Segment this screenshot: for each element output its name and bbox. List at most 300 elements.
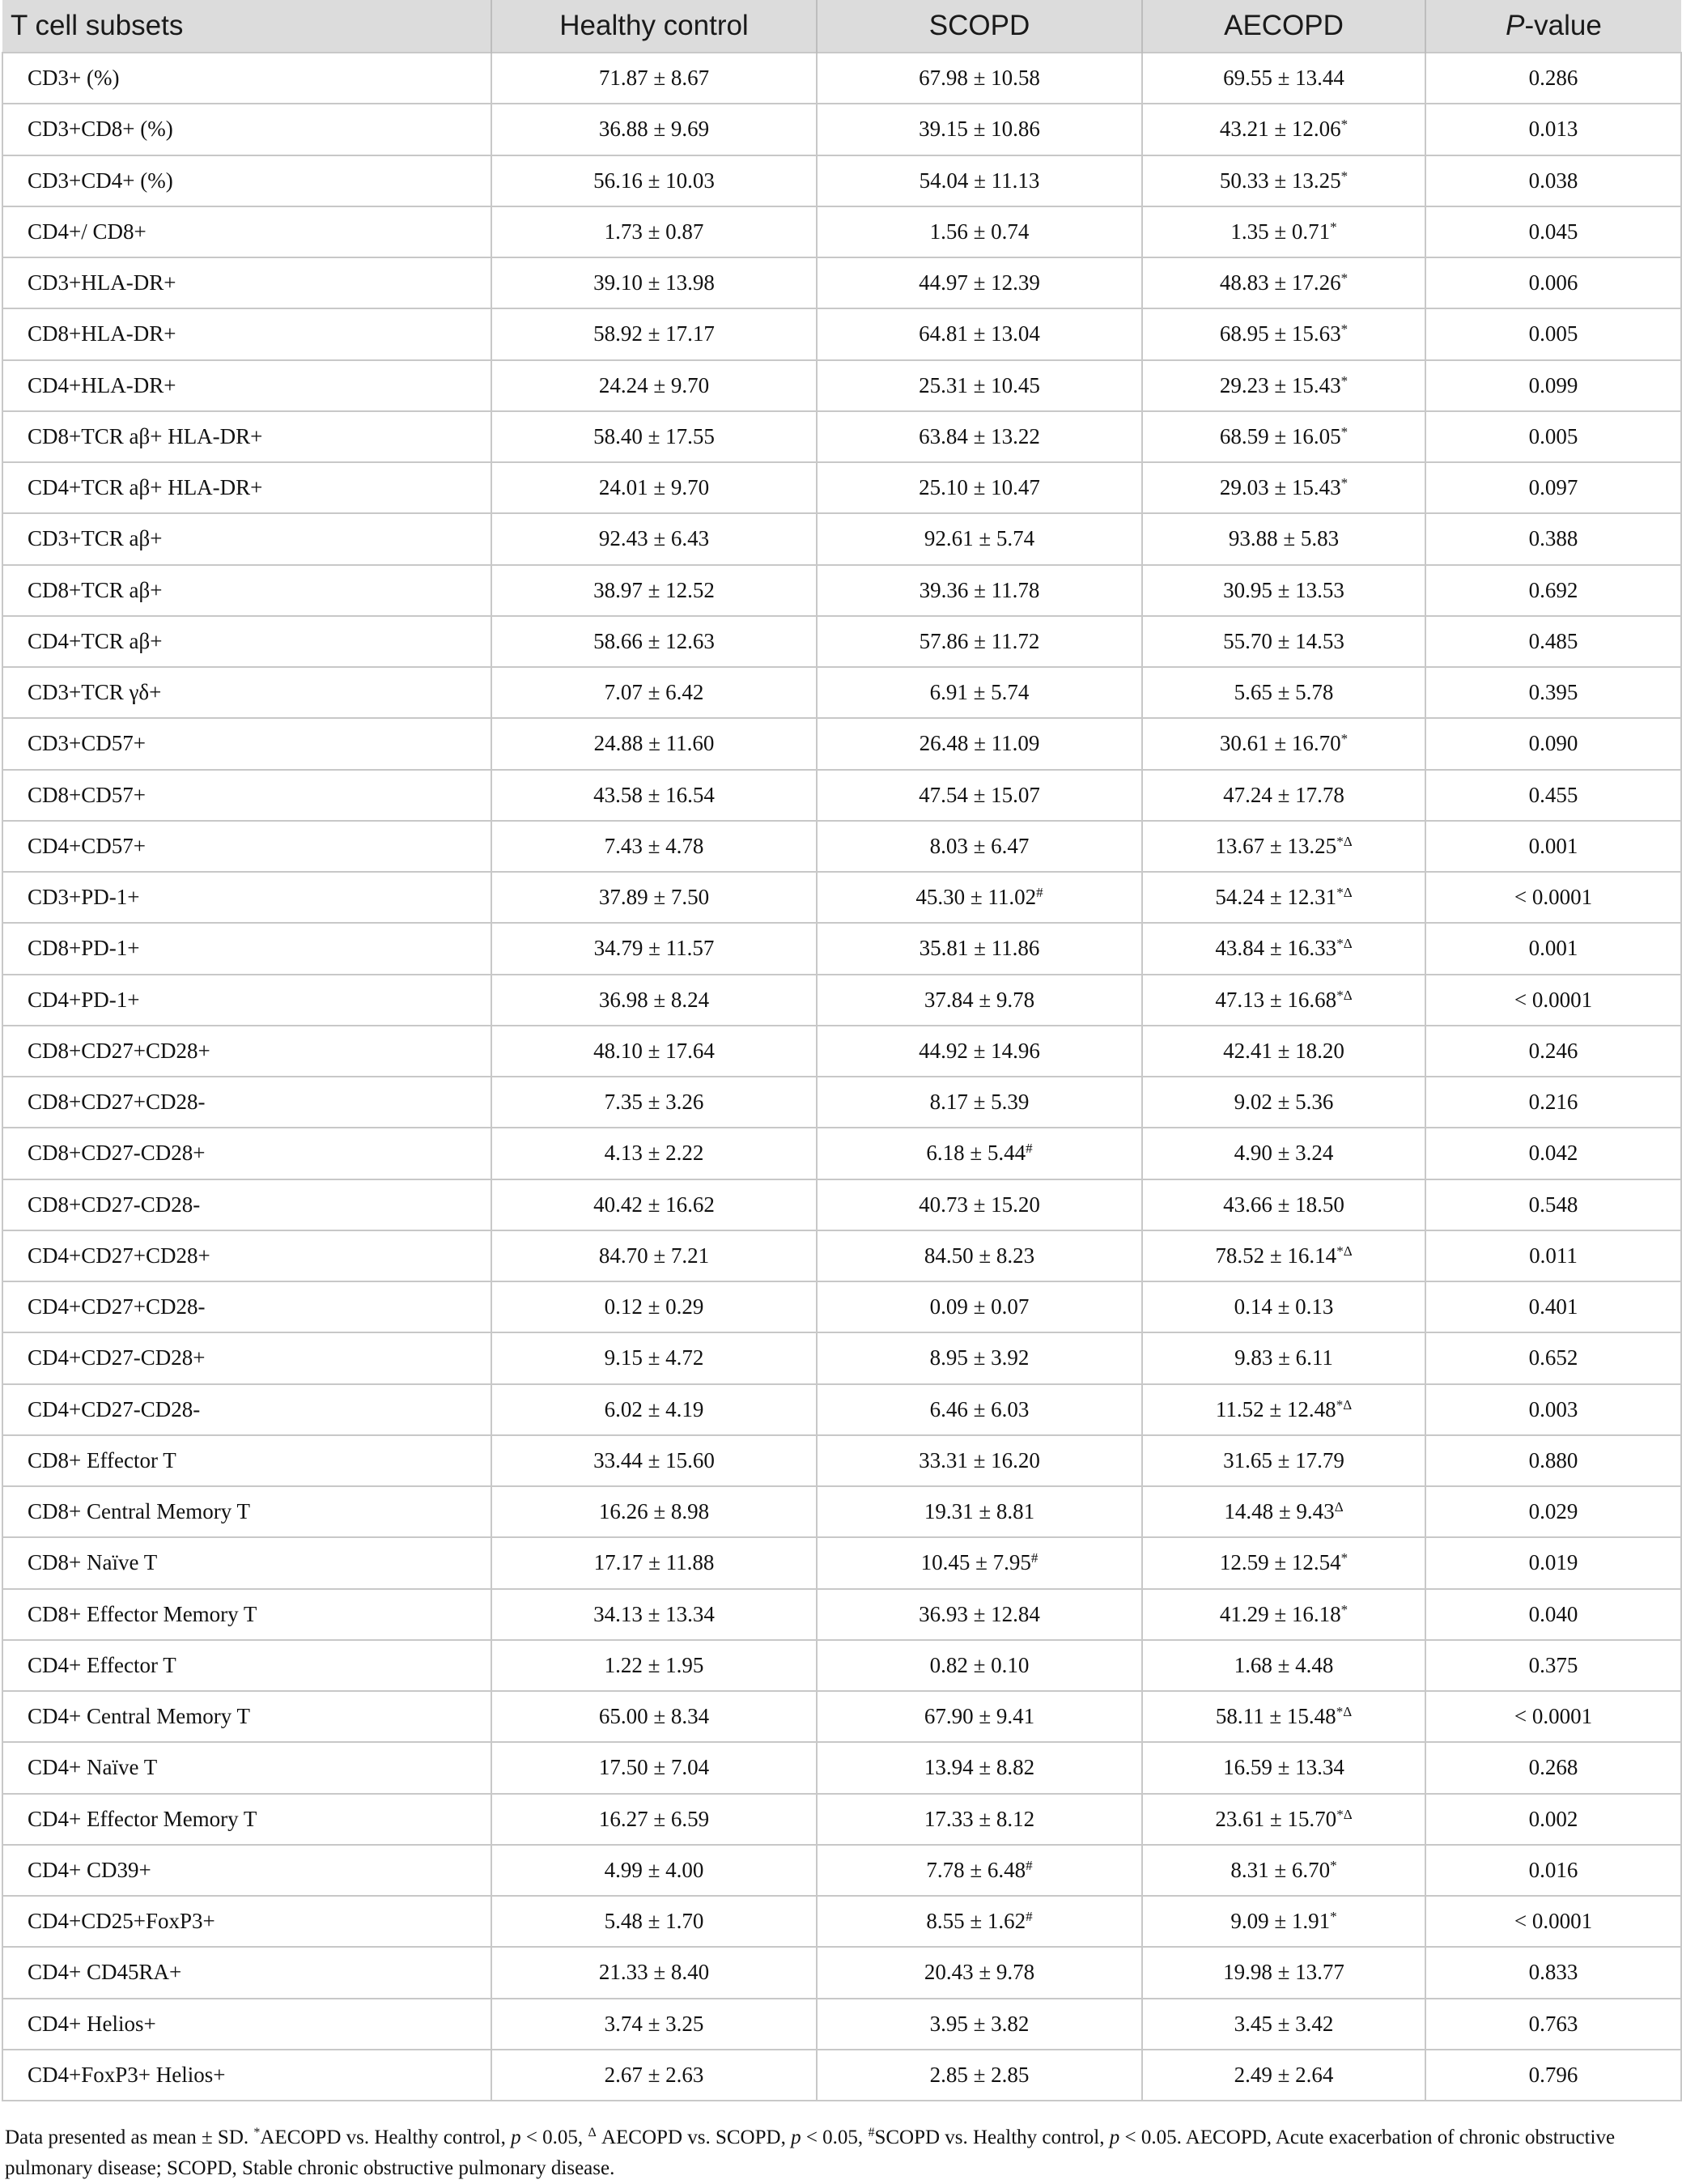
- cell-subset: [2, 1281, 491, 1332]
- footnote-marker-delta: Δ: [588, 2126, 597, 2139]
- cell-subset: [2, 513, 491, 564]
- footnote-text: < 0.05,: [801, 2127, 869, 2148]
- cell-p-value: [1425, 206, 1681, 257]
- cell-aecopd: [1142, 1999, 1425, 2050]
- cell-healthy-control-value: 48.10 ± 17.64: [593, 1038, 715, 1063]
- table-body: [2, 53, 1681, 2101]
- table-header: [2, 0, 1681, 53]
- table-row: [2, 1947, 1681, 1998]
- cell-subset: [2, 1589, 491, 1640]
- significance-marker: *: [1330, 1909, 1337, 1925]
- cell-subset-value: CD4+ CD45RA+: [28, 1960, 182, 1985]
- cell-aecopd-value: 11.52 ± 12.48: [1215, 1396, 1336, 1421]
- significance-marker: *: [1340, 475, 1349, 491]
- cell-subset-value: CD8+HLA-DR+: [28, 321, 176, 346]
- cell-scopd-value: 57.86 ± 11.72: [919, 628, 1040, 653]
- cell-p-value: [1425, 1332, 1681, 1383]
- cell-healthy-control: [491, 1128, 817, 1179]
- header-p-rest: -value: [1524, 10, 1602, 41]
- cell-subset-value: CD3+CD57+: [28, 731, 146, 756]
- cell-aecopd-value: 31.65 ± 17.79: [1223, 1447, 1344, 1472]
- cell-healthy-control: [491, 1589, 817, 1640]
- cell-p-value-value: 0.016: [1528, 1857, 1578, 1882]
- cell-p-value-value: 0.286: [1528, 66, 1578, 91]
- header-p-value: [1425, 0, 1681, 53]
- cell-p-value: [1425, 1486, 1681, 1537]
- cell-healthy-control-value: 9.15 ± 4.72: [604, 1345, 704, 1370]
- cell-p-value: [1425, 975, 1681, 1026]
- cell-p-value-value: 0.002: [1528, 1806, 1578, 1831]
- cell-aecopd: [1142, 411, 1425, 462]
- cell-aecopd-value: 47.24 ± 17.78: [1223, 782, 1344, 807]
- cell-subset-value: CD8+CD27-CD28+: [28, 1141, 206, 1166]
- significance-marker: *: [1330, 219, 1337, 235]
- cell-subset: [2, 1128, 491, 1179]
- table-row: [2, 155, 1681, 206]
- cell-healthy-control-value: 34.79 ± 11.57: [593, 936, 715, 961]
- cell-p-value: [1425, 923, 1681, 974]
- cell-aecopd: [1142, 513, 1425, 564]
- cell-healthy-control-value: 3.74 ± 3.25: [604, 2011, 704, 2036]
- cell-healthy-control-value: 17.50 ± 7.04: [598, 1755, 710, 1780]
- cell-subset: [2, 1691, 491, 1742]
- cell-subset-value: CD3+CD4+ (%): [28, 168, 173, 193]
- footnote-p: p: [791, 2127, 801, 2148]
- cell-healthy-control-value: 40.42 ± 16.62: [593, 1192, 715, 1217]
- cell-scopd: [817, 53, 1142, 104]
- cell-aecopd: [1142, 1537, 1425, 1588]
- cell-p-value: [1425, 462, 1681, 513]
- cell-scopd-value: 10.45 ± 7.95: [920, 1550, 1031, 1575]
- cell-p-value: [1425, 565, 1681, 616]
- cell-p-value: [1425, 1589, 1681, 1640]
- table-row: [2, 1691, 1681, 1742]
- cell-subset: [2, 1640, 491, 1691]
- cell-subset-value: CD8+TCR aβ+: [28, 577, 163, 602]
- cell-p-value-value: 0.485: [1528, 628, 1578, 653]
- cell-healthy-control: [491, 257, 817, 308]
- cell-aecopd-value: 54.24 ± 12.31: [1215, 885, 1337, 910]
- cell-scopd: [817, 1230, 1142, 1281]
- cell-subset: [2, 1384, 491, 1435]
- cell-subset: [2, 1486, 491, 1537]
- cell-aecopd: [1142, 155, 1425, 206]
- cell-scopd: [817, 411, 1142, 462]
- cell-scopd-value: 17.33 ± 8.12: [924, 1806, 1035, 1831]
- cell-aecopd-value: 43.66 ± 18.50: [1223, 1192, 1344, 1217]
- cell-subset-value: CD4+ Naïve T: [28, 1755, 158, 1780]
- cell-aecopd: [1142, 1179, 1425, 1230]
- cell-healthy-control-value: 34.13 ± 13.34: [593, 1601, 715, 1626]
- cell-aecopd-value: 43.84 ± 16.33: [1215, 936, 1337, 961]
- cell-healthy-control-value: 58.40 ± 17.55: [593, 423, 715, 448]
- cell-subset: [2, 1077, 491, 1128]
- cell-aecopd: [1142, 1486, 1425, 1537]
- table-row: [2, 1128, 1681, 1179]
- cell-scopd-value: 92.61 ± 5.74: [924, 526, 1035, 551]
- cell-healthy-control: [491, 1691, 817, 1742]
- cell-scopd: [817, 1077, 1142, 1128]
- cell-aecopd: [1142, 770, 1425, 821]
- cell-aecopd: [1142, 462, 1425, 513]
- cell-healthy-control-value: 1.73 ± 0.87: [604, 219, 704, 244]
- cell-p-value: [1425, 1896, 1681, 1947]
- cell-aecopd: [1142, 1691, 1425, 1742]
- cell-healthy-control-value: 71.87 ± 8.67: [598, 66, 710, 91]
- cell-subset: [2, 1794, 491, 1845]
- cell-healthy-control-value: 2.67 ± 2.63: [604, 2062, 704, 2087]
- cell-p-value: [1425, 616, 1681, 667]
- cell-scopd: [817, 1281, 1142, 1332]
- table-row: [2, 1486, 1681, 1537]
- cell-healthy-control: [491, 1537, 817, 1588]
- table-row: [2, 770, 1681, 821]
- cell-aecopd: [1142, 2050, 1425, 2101]
- cell-subset-value: CD4+ Helios+: [28, 2011, 156, 2036]
- cell-subset-value: CD4+TCR aβ+: [28, 628, 163, 653]
- table-row: [2, 1281, 1681, 1332]
- cell-subset: [2, 308, 491, 359]
- cell-aecopd-value: 58.11 ± 15.48: [1215, 1704, 1336, 1729]
- cell-healthy-control-value: 38.97 ± 12.52: [593, 577, 715, 602]
- table-row: [2, 667, 1681, 718]
- cell-aecopd-value: 47.13 ± 16.68: [1215, 987, 1337, 1012]
- cell-scopd: [817, 1537, 1142, 1588]
- cell-aecopd-value: 68.95 ± 15.63: [1219, 321, 1341, 346]
- cell-scopd: [817, 1128, 1142, 1179]
- table-footnote: [5, 2122, 1682, 2184]
- cell-scopd-value: 6.91 ± 5.74: [929, 680, 1030, 705]
- table-row: [2, 206, 1681, 257]
- cell-p-value: [1425, 104, 1681, 155]
- significance-marker: *: [1340, 731, 1349, 747]
- table-row: [2, 1435, 1681, 1486]
- cell-scopd: [817, 565, 1142, 616]
- cell-scopd-value: 8.95 ± 3.92: [929, 1345, 1030, 1370]
- cell-scopd: [817, 1640, 1142, 1691]
- footnote-p: p: [511, 2127, 521, 2148]
- cell-p-value-value: 0.833: [1528, 1960, 1578, 1985]
- cell-subset-value: CD4+CD27-CD28-: [28, 1396, 201, 1421]
- cell-healthy-control: [491, 1281, 817, 1332]
- footnote-text: Data presented as mean ± SD.: [5, 2127, 254, 2148]
- cell-aecopd: [1142, 360, 1425, 411]
- cell-aecopd: [1142, 975, 1425, 1026]
- cell-healthy-control: [491, 53, 817, 104]
- cell-healthy-control-value: 56.16 ± 10.03: [593, 168, 715, 193]
- cell-healthy-control-value: 7.07 ± 6.42: [604, 680, 704, 705]
- cell-subset: [2, 1230, 491, 1281]
- cell-p-value: [1425, 667, 1681, 718]
- cell-subset: [2, 2050, 491, 2101]
- cell-aecopd: [1142, 1332, 1425, 1383]
- cell-healthy-control: [491, 1077, 817, 1128]
- cell-aecopd: [1142, 1281, 1425, 1332]
- cell-p-value-value: 0.216: [1528, 1090, 1578, 1115]
- cell-scopd: [817, 2050, 1142, 2101]
- cell-healthy-control-value: 36.88 ± 9.69: [598, 117, 710, 142]
- cell-scopd-value: 67.90 ± 9.41: [924, 1704, 1035, 1729]
- cell-healthy-control: [491, 565, 817, 616]
- cell-healthy-control: [491, 770, 817, 821]
- cell-aecopd-value: 14.48 ± 9.43: [1224, 1499, 1335, 1524]
- cell-healthy-control-value: 7.35 ± 3.26: [604, 1090, 704, 1115]
- cell-aecopd-value: 29.23 ± 15.43: [1219, 372, 1341, 397]
- cell-p-value: [1425, 1742, 1681, 1793]
- cell-healthy-control: [491, 462, 817, 513]
- cell-scopd-value: 7.78 ± 6.48: [926, 1857, 1026, 1882]
- cell-scopd-value: 20.43 ± 9.78: [924, 1960, 1035, 1985]
- cell-subset-value: CD4+HLA-DR+: [28, 372, 176, 397]
- significance-marker: *: [1340, 117, 1349, 133]
- cell-p-value-value: 0.401: [1528, 1294, 1578, 1319]
- cell-subset: [2, 257, 491, 308]
- table-row: [2, 1332, 1681, 1383]
- cell-subset: [2, 923, 491, 974]
- table-row: [2, 1537, 1681, 1588]
- cell-scopd-value: 3.95 ± 3.82: [929, 2011, 1030, 2036]
- cell-healthy-control-value: 58.66 ± 12.63: [593, 628, 715, 653]
- cell-scopd: [817, 206, 1142, 257]
- cell-p-value: [1425, 718, 1681, 769]
- cell-scopd-value: 13.94 ± 8.82: [924, 1755, 1035, 1780]
- cell-p-value: [1425, 1384, 1681, 1435]
- cell-aecopd: [1142, 616, 1425, 667]
- cell-subset: [2, 360, 491, 411]
- cell-subset: [2, 1179, 491, 1230]
- cell-scopd: [817, 257, 1142, 308]
- cell-scopd: [817, 1026, 1142, 1077]
- cell-p-value-value: 0.011: [1529, 1243, 1578, 1268]
- cell-healthy-control-value: 17.17 ± 11.88: [593, 1550, 715, 1575]
- table-row: [2, 821, 1681, 872]
- cell-subset: [2, 821, 491, 872]
- cell-scopd: [817, 360, 1142, 411]
- cell-p-value: [1425, 1999, 1681, 2050]
- cell-aecopd: [1142, 53, 1425, 104]
- cell-healthy-control-value: 6.02 ± 4.19: [604, 1396, 704, 1421]
- table-row: [2, 462, 1681, 513]
- cell-p-value-value: 0.246: [1528, 1038, 1578, 1063]
- cell-aecopd: [1142, 1435, 1425, 1486]
- table-row: [2, 2050, 1681, 2101]
- cell-p-value: [1425, 1947, 1681, 1998]
- cell-p-value: [1425, 821, 1681, 872]
- cell-healthy-control: [491, 155, 817, 206]
- cell-scopd: [817, 1896, 1142, 1947]
- cell-aecopd: [1142, 1077, 1425, 1128]
- cell-subset: [2, 1999, 491, 2050]
- table-row: [2, 1026, 1681, 1077]
- cell-p-value: [1425, 1435, 1681, 1486]
- cell-scopd: [817, 718, 1142, 769]
- significance-marker: #: [1030, 1550, 1039, 1566]
- cell-scopd: [817, 1691, 1142, 1742]
- significance-marker: #: [1026, 1909, 1033, 1925]
- cell-scopd: [817, 1845, 1142, 1896]
- cell-healthy-control: [491, 1999, 817, 2050]
- table-row: [2, 1077, 1681, 1128]
- cell-p-value: [1425, 1537, 1681, 1588]
- cell-subset: [2, 1947, 491, 1998]
- cell-aecopd: [1142, 257, 1425, 308]
- cell-scopd: [817, 770, 1142, 821]
- cell-healthy-control: [491, 1845, 817, 1896]
- cell-aecopd: [1142, 1384, 1425, 1435]
- cell-scopd-value: 40.73 ± 15.20: [919, 1192, 1040, 1217]
- cell-aecopd: [1142, 667, 1425, 718]
- cell-subset-value: CD4+ Effector Memory T: [28, 1806, 257, 1831]
- cell-healthy-control: [491, 360, 817, 411]
- cell-scopd-value: 8.03 ± 6.47: [929, 833, 1030, 858]
- cell-scopd-value: 39.15 ± 10.86: [919, 117, 1040, 142]
- cell-scopd: [817, 462, 1142, 513]
- cell-subset-value: CD8+PD-1+: [28, 936, 140, 961]
- cell-p-value: [1425, 1691, 1681, 1742]
- cell-aecopd-value: 8.31 ± 6.70: [1230, 1857, 1331, 1882]
- cell-healthy-control-value: 84.70 ± 7.21: [598, 1243, 710, 1268]
- cell-healthy-control: [491, 1640, 817, 1691]
- cell-scopd-value: 33.31 ± 16.20: [919, 1447, 1040, 1472]
- cell-subset-value: CD4+PD-1+: [28, 987, 140, 1012]
- cell-subset-value: CD4+CD27+CD28+: [28, 1243, 210, 1268]
- cell-subset: [2, 1742, 491, 1793]
- cell-subset: [2, 872, 491, 923]
- table-row: [2, 411, 1681, 462]
- cell-p-value-value: 0.045: [1528, 219, 1578, 244]
- cell-subset: [2, 1026, 491, 1077]
- significance-marker: *Δ: [1336, 885, 1353, 901]
- table-row: [2, 1742, 1681, 1793]
- cell-healthy-control: [491, 923, 817, 974]
- cell-aecopd: [1142, 308, 1425, 359]
- cell-subset-value: CD8+ Effector Memory T: [28, 1601, 257, 1626]
- cell-aecopd-value: 69.55 ± 13.44: [1223, 66, 1344, 91]
- table-row: [2, 1179, 1681, 1230]
- cell-scopd-value: 67.98 ± 10.58: [919, 66, 1040, 91]
- footnote-text: SCOPD vs. Healthy control,: [874, 2127, 1110, 2148]
- cell-scopd: [817, 1435, 1142, 1486]
- cell-scopd-value: 35.81 ± 11.86: [919, 936, 1040, 961]
- table-row: [2, 718, 1681, 769]
- cell-healthy-control: [491, 1026, 817, 1077]
- table-row: [2, 104, 1681, 155]
- cell-healthy-control: [491, 1332, 817, 1383]
- cell-scopd-value: 6.18 ± 5.44: [926, 1141, 1026, 1166]
- cell-p-value: [1425, 1794, 1681, 1845]
- cell-scopd: [817, 308, 1142, 359]
- cell-p-value-value: 0.692: [1528, 577, 1578, 602]
- cell-subset-value: CD4+TCR aβ+ HLA-DR+: [28, 475, 263, 500]
- cell-subset: [2, 1896, 491, 1947]
- cell-aecopd: [1142, 821, 1425, 872]
- cell-aecopd-value: 3.45 ± 3.42: [1234, 2011, 1334, 2036]
- cell-scopd: [817, 616, 1142, 667]
- cell-healthy-control: [491, 104, 817, 155]
- cell-p-value: [1425, 411, 1681, 462]
- cell-healthy-control-value: 43.58 ± 16.54: [593, 782, 715, 807]
- cell-subset-value: CD8+CD57+: [28, 782, 146, 807]
- cell-scopd: [817, 513, 1142, 564]
- cell-p-value-value: 0.001: [1528, 936, 1578, 961]
- cell-scopd: [817, 1486, 1142, 1537]
- cell-subset: [2, 1332, 491, 1383]
- cell-healthy-control-value: 39.10 ± 13.98: [593, 270, 715, 295]
- cell-p-value-value: 0.099: [1528, 372, 1578, 397]
- cell-subset: [2, 411, 491, 462]
- cell-scopd-value: 63.84 ± 13.22: [919, 423, 1040, 448]
- cell-aecopd-value: 1.68 ± 4.48: [1234, 1652, 1334, 1677]
- table-row: [2, 872, 1681, 923]
- cell-healthy-control-value: 37.89 ± 7.50: [598, 885, 710, 910]
- cell-aecopd-value: 5.65 ± 5.78: [1234, 680, 1334, 705]
- table-row: [2, 923, 1681, 974]
- cell-p-value: [1425, 1128, 1681, 1179]
- significance-marker: *: [1340, 321, 1349, 338]
- cell-healthy-control: [491, 2050, 817, 2101]
- cell-healthy-control-value: 58.92 ± 17.17: [593, 321, 715, 346]
- cell-subset: [2, 616, 491, 667]
- cell-aecopd: [1142, 1742, 1425, 1793]
- cell-scopd: [817, 923, 1142, 974]
- cell-p-value-value: 0.880: [1528, 1447, 1578, 1472]
- cell-scopd: [817, 1947, 1142, 1998]
- cell-aecopd: [1142, 1794, 1425, 1845]
- header-aecopd: AECOPD: [1142, 0, 1425, 53]
- cell-healthy-control-value: 24.88 ± 11.60: [593, 731, 715, 756]
- cell-aecopd-value: 93.88 ± 5.83: [1228, 526, 1340, 551]
- cell-healthy-control-value: 5.48 ± 1.70: [604, 1909, 704, 1934]
- cell-scopd-value: 25.31 ± 10.45: [919, 372, 1040, 397]
- cell-scopd-value: 0.09 ± 0.07: [929, 1294, 1030, 1319]
- cell-p-value-value: 0.042: [1528, 1141, 1578, 1166]
- cell-p-value-value: 0.652: [1528, 1345, 1578, 1370]
- cell-scopd-value: 44.97 ± 12.39: [919, 270, 1040, 295]
- cell-aecopd-value: 4.90 ± 3.24: [1234, 1141, 1334, 1166]
- cell-scopd-value: 2.85 ± 2.85: [929, 2062, 1030, 2087]
- footnote-text: < 0.05,: [520, 2127, 588, 2148]
- cell-subset: [2, 155, 491, 206]
- significance-marker: *: [1340, 1601, 1349, 1617]
- significance-marker: *: [1340, 1550, 1349, 1566]
- cell-scopd: [817, 1332, 1142, 1383]
- cell-aecopd-value: 48.83 ± 17.26: [1219, 270, 1341, 295]
- cell-scopd: [817, 667, 1142, 718]
- cell-scopd-value: 1.56 ± 0.74: [929, 219, 1030, 244]
- cell-scopd: [817, 1999, 1142, 2050]
- cell-p-value: [1425, 1281, 1681, 1332]
- cell-p-value-value: < 0.0001: [1514, 1909, 1593, 1934]
- cell-p-value-value: 0.763: [1528, 2011, 1578, 2036]
- cell-scopd-value: 8.17 ± 5.39: [929, 1090, 1030, 1115]
- cell-aecopd-value: 30.95 ± 13.53: [1223, 577, 1344, 602]
- cell-aecopd-value: 19.98 ± 13.77: [1223, 1960, 1344, 1985]
- cell-healthy-control-value: 65.00 ± 8.34: [598, 1704, 710, 1729]
- cell-p-value: [1425, 1230, 1681, 1281]
- cell-p-value-value: < 0.0001: [1514, 987, 1593, 1012]
- cell-aecopd-value: 12.59 ± 12.54: [1219, 1550, 1341, 1575]
- cell-subset: [2, 104, 491, 155]
- cell-subset: [2, 1845, 491, 1896]
- cell-aecopd-value: 9.83 ± 6.11: [1234, 1345, 1333, 1370]
- cell-healthy-control: [491, 411, 817, 462]
- footnote-text: AECOPD vs. Healthy control,: [260, 2127, 512, 2148]
- cell-healthy-control-value: 92.43 ± 6.43: [598, 526, 710, 551]
- significance-marker: *: [1340, 270, 1349, 287]
- cell-p-value-value: 0.388: [1528, 526, 1578, 551]
- header-row: [2, 0, 1681, 53]
- cell-p-value-value: 0.375: [1528, 1652, 1578, 1677]
